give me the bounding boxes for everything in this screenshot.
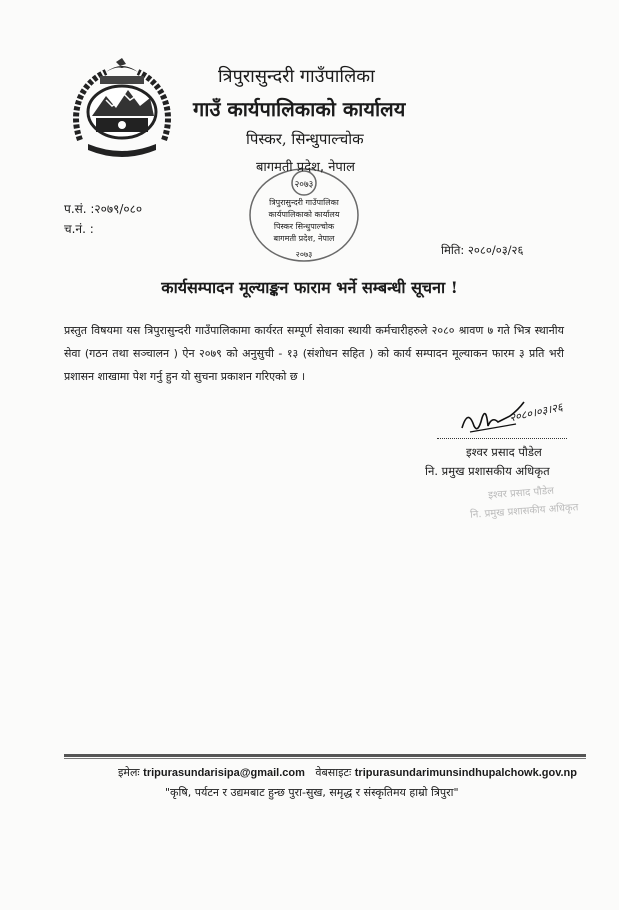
office-title: गाउँ कार्यपालिकाको कार्यालय [193, 97, 406, 121]
stamp-year: २०७३ [294, 180, 314, 190]
notice-body: प्रस्तुत विषयमा यस त्रिपुरासुन्दरी गाउँपालिकामा कार्यरत सम्पूर्ण सेवाका स्थायी कर्मचारीहरुले २०८० श्रावण ७ गते भित्र स्थानीय सेवा (गठन तथा सञ्चालन ) ऐन २०७९ को अनुसुची - १३ (संशोधन सहित ) को कार्य सम्पादन मूल्याकन फारम ३ प्रति भरी प्रशासन शाखामा पेश गर्नु हुन यो सुचना प्रकाशन गरिएको छ । [64, 324, 564, 383]
email-address[interactable]: tripurasundarisipa@gmail.com [143, 767, 305, 779]
office-stamp [246, 165, 362, 265]
stamp-line-2: कार्यपालिकाको कार्यालय [268, 210, 340, 219]
dispatch-number: च.नं. : [64, 222, 94, 236]
stamp-line-1: त्रिपुरासुन्दरी गाउँपालिका [269, 198, 339, 207]
footer-slogan: "कृषि, पर्यटन र उद्यमबाट हुन्छ पुरा-सुख, समृद्ध र संस्कृतिमय हाम्रो त्रिपुरा" [165, 786, 459, 799]
email-label: इमेलः [118, 766, 140, 779]
signature-date: २०८०।०३।२६ [508, 400, 564, 425]
stamp-bottom: २०७३ [295, 250, 313, 259]
office-location: पिस्कर, सिन्धुपाल्चोक [246, 130, 364, 148]
signatory-name: इश्वर प्रसाद पौडेल [466, 445, 542, 459]
footer-contact [118, 765, 577, 780]
letter-date: मिति: २०८०/०३/२६ [441, 243, 524, 257]
notice-title: कार्यसम्पादन मूल्याङ्कन फाराम भर्ने सम्बन्धी सूचना ! [161, 278, 458, 297]
stamp-line-3: पिस्कर सिन्धुपाल्चोक [273, 222, 335, 231]
website-label: वेबसाइटः [315, 766, 352, 779]
office-province: बागमती प्रदेश, नेपाल [256, 160, 355, 175]
reference-number: प.सं. :२०७९/०८० [64, 202, 143, 216]
faded-stamp-designation: नि. प्रमुख प्रशासकीय अधिकृत [469, 502, 579, 521]
office-name: त्रिपुरासुन्दरी गाउँपालिका [218, 66, 375, 87]
nepal-emblem [66, 58, 178, 158]
signatory-designation: नि. प्रमुख प्रशासकीय अधिकृत [425, 464, 550, 478]
stamp-line-4: बागमती प्रदेश, नेपाल [273, 234, 335, 243]
website-url[interactable]: tripurasundarimunsindhupalchowk.gov.np [354, 767, 578, 779]
signature-line [437, 438, 567, 439]
footer-divider [64, 754, 586, 759]
faded-stamp-name: इश्वर प्रसाद पौडेल [487, 485, 555, 502]
